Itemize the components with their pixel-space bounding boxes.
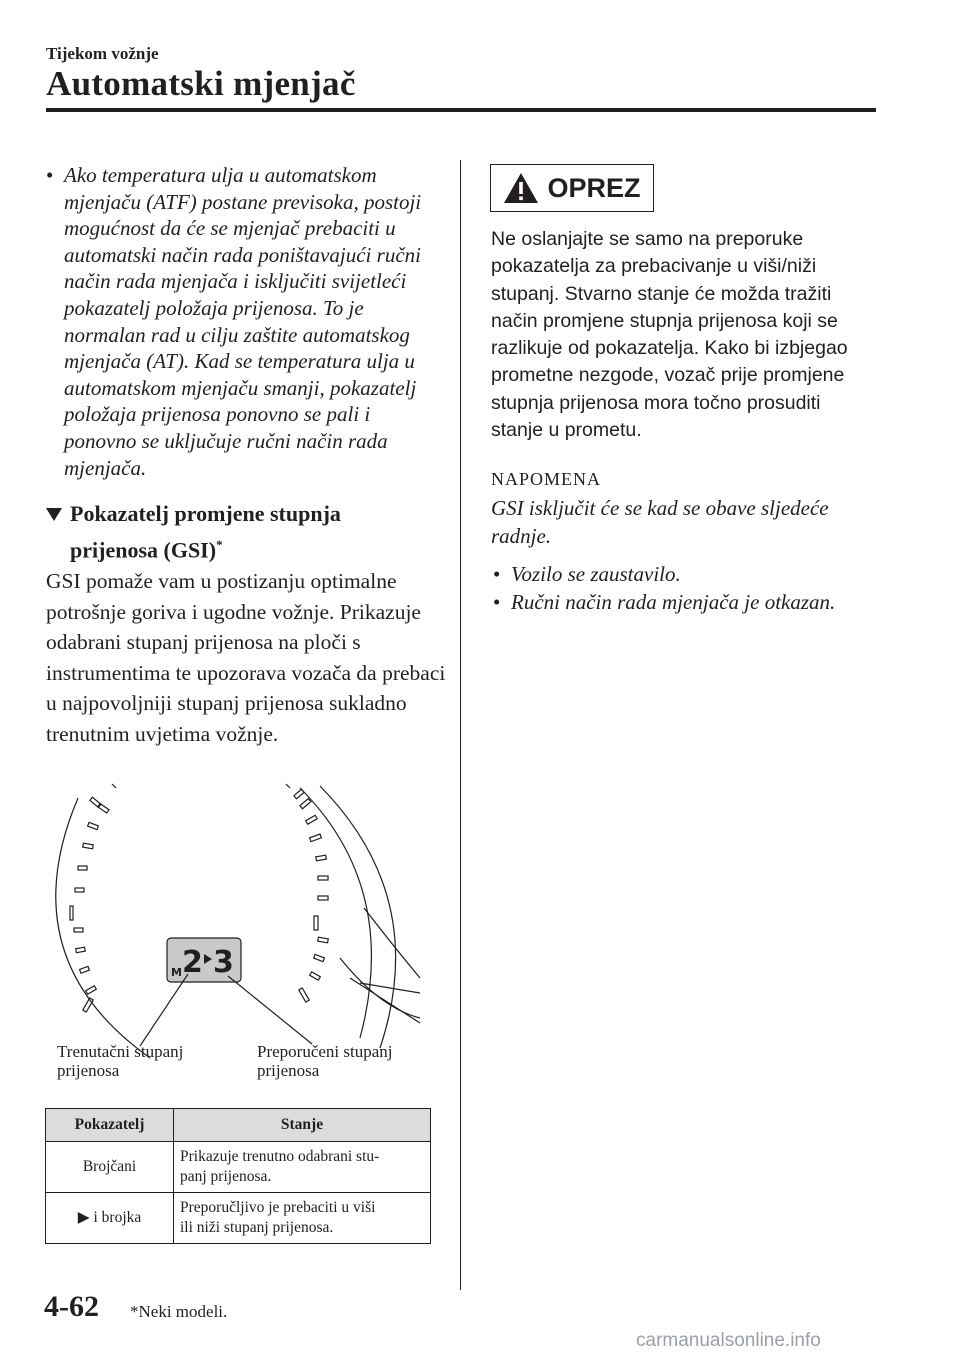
footnote: *Neki modeli.	[130, 1302, 228, 1321]
table-cell-state: Preporučljivo je prebaciti u viši ili niži stupanj prijenosa.	[174, 1193, 431, 1244]
callout-recommended-gear: Preporučeni stupanj prijenosa	[257, 1042, 393, 1080]
bullet-dot-icon: •	[493, 562, 501, 586]
bullet-dot-icon: •	[493, 590, 501, 614]
note-text: GSI isključit će se kad se obave sljedeće radnje.	[491, 496, 829, 548]
column-divider	[460, 160, 461, 1290]
callout-current-gear: Trenutačni stupanj prijenosa	[57, 1042, 184, 1080]
title-rule	[46, 108, 876, 112]
note-bullets	[491, 560, 871, 616]
page-number: 4-62	[44, 1290, 99, 1323]
page-title: Automatski mjenjač	[46, 64, 356, 103]
table-row	[46, 1142, 431, 1193]
caution-label: OPREZ	[547, 172, 641, 203]
table-row	[46, 1193, 431, 1244]
triangle-down-icon	[46, 498, 70, 529]
gsi-heading-line1: Pokazatelj promjene stupnja	[70, 501, 341, 526]
gsi-description: GSI pomaže vam u postizanju optimalne potrošnje goriva i ugodne vožnje. Prikazuje odabrani stupanj prijenosa na ploči s instrumentima te upozorava vozača da prebaci u najpovoljniji stupanj prijenosa sukladno trenutnim uvjetima vožnje.	[46, 569, 446, 746]
display-current-gear: 2	[182, 945, 203, 980]
watermark: carmanualsonline.info	[636, 1330, 821, 1351]
footnote-mark: *	[216, 537, 223, 552]
gsi-heading	[46, 498, 446, 565]
section-label: Tijekom vožnje	[46, 44, 159, 63]
display-mode-letter: M	[171, 966, 182, 979]
temperature-note-text: Ako temperatura ulja u automatskom mjenjaču (ATF) postane previsoka, postoji mogućnost da će se mjenjač prebaciti u automatski način rada poništavajući ručni način rada mjenjača i isključiti svijetleći pokazatelj položaja prijenosa. To je normalan rad u cilju zaštite automatskog mjenjača (AT). Kad se temperatura ulja u automatskom mjenjaču smanji, pokazatelj položaja prijenosa ponovno se pali i ponovno se uključuje ručni način rada mjenjača.	[64, 163, 422, 480]
table-header-indicator: Pokazatelj	[46, 1109, 174, 1142]
temperature-note	[46, 162, 446, 481]
list-item: • Vozilo se zaustavilo.	[493, 562, 681, 586]
gsi-heading-line2: prijenosa (GSI)	[70, 537, 217, 563]
caution-badge	[490, 164, 654, 212]
caution-text: Ne oslanjajte se samo na preporuke pokazatelja za prebacivanje u viši/niži stupanj. Stvarno stanje će možda tražiti način promjene stupnja prijenosa koji se razlikuje od pokazatelja. Kako bi izbjegao prometne nezgode, vozač prije promjene stupnja prijenosa mora točno prosuditi stanje u prometu.	[491, 228, 848, 442]
table-cell-indicator: ▶ i brojka	[46, 1193, 174, 1244]
list-item: • Ručni način rada mjenjača je otkazan.	[493, 590, 836, 614]
table-cell-state: Prikazuje trenutno odabrani stu- panj prijenosa.	[174, 1142, 431, 1193]
warning-triangle-icon	[503, 172, 539, 204]
display-recommended-gear: 3	[213, 945, 234, 980]
triangle-right-icon: ▶	[77, 1209, 90, 1226]
note-heading: NAPOMENA	[491, 469, 602, 489]
bullet-dot-icon: •	[46, 163, 54, 187]
table-cell-indicator: Brojčani	[46, 1142, 174, 1193]
indicator-table	[45, 1108, 431, 1244]
table-header-state: Stanje	[174, 1109, 431, 1142]
